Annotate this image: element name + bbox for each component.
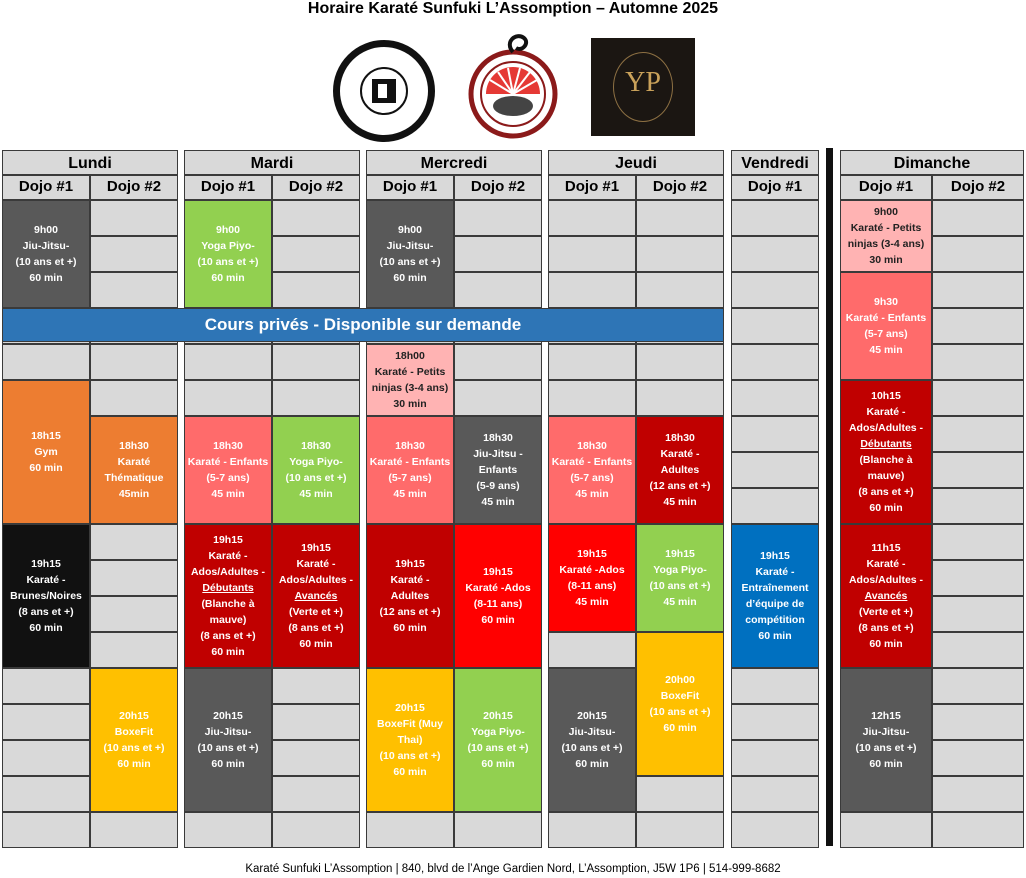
class-block [2, 200, 90, 308]
class-text-bottom: (Blanche à mauve) (8 ans et +) 60 min [858, 454, 914, 514]
empty-slot [2, 740, 90, 776]
empty-slot [636, 272, 724, 308]
class-text: 18h00 Karaté - Petits ninjas (3-4 ans) 30 min [371, 350, 449, 410]
empty-slot [932, 488, 1024, 524]
class-text: 20h15 BoxeFit (10 ans et +) 60 min [103, 710, 165, 770]
empty-slot [731, 668, 819, 704]
empty-slot [731, 776, 819, 812]
empty-slot [731, 236, 819, 272]
sunfuki-kenpo-logo [464, 28, 562, 140]
empty-slot [366, 812, 454, 848]
empty-slot [2, 704, 90, 740]
empty-slot [932, 308, 1024, 344]
class-text-top: 19h15 Karaté - Ados/Adultes - [190, 534, 266, 578]
empty-slot [932, 740, 1024, 776]
class-block [272, 524, 360, 668]
class-text-bottom: (Blanche à mauve) (8 ans et +) 60 min [200, 598, 256, 658]
empty-slot [636, 236, 724, 272]
class-block [454, 416, 542, 524]
class-block [366, 668, 454, 812]
empty-slot [731, 308, 819, 344]
class-block [840, 524, 932, 668]
empty-slot [548, 380, 636, 416]
class-block [184, 416, 272, 524]
class-block [184, 200, 272, 308]
empty-slot [90, 272, 178, 308]
class-text [191, 532, 265, 660]
dojo2-header: Dojo #2 [636, 175, 724, 200]
empty-slot [548, 236, 636, 272]
empty-slot [731, 704, 819, 740]
empty-slot [636, 776, 724, 812]
class-text: 20h15 Yoga Piyo- (10 ans et +) 60 min [467, 710, 529, 770]
empty-slot [731, 416, 819, 452]
class-block [840, 380, 932, 524]
class-text: 9h00 Yoga Piyo- (10 ans et +) 60 min [197, 224, 259, 284]
class-text: 20h15 BoxeFit (Muy Thai) (10 ans et +) 60 min [377, 702, 443, 778]
dojo1-header: Dojo #1 [366, 175, 454, 200]
empty-slot [731, 452, 819, 488]
class-text [279, 540, 353, 652]
empty-slot [90, 812, 178, 848]
empty-slot [548, 272, 636, 308]
class-block [636, 632, 724, 776]
class-block [840, 272, 932, 380]
empty-slot [932, 524, 1024, 560]
caio-terra-logo-mark [372, 79, 396, 103]
class-text: 20h15 Jiu-Jitsu- (10 ans et +) 60 min [197, 710, 259, 770]
class-block [90, 668, 178, 812]
empty-slot [731, 488, 819, 524]
empty-slot [932, 560, 1024, 596]
class-block [454, 524, 542, 668]
empty-slot [2, 668, 90, 704]
empty-slot [272, 272, 360, 308]
class-text: 18h30 Karaté - Enfants (5-7 ans) 45 min [551, 440, 633, 500]
class-text: 18h30 Jiu-Jitsu - Enfants (5-9 ans) 45 min [473, 432, 523, 508]
empty-slot [636, 200, 724, 236]
dojo1-header: Dojo #1 [840, 175, 932, 200]
empty-slot [731, 380, 819, 416]
empty-slot [90, 344, 178, 380]
empty-slot [272, 344, 360, 380]
class-block [366, 200, 454, 308]
class-text: 19h15 Karaté - Adultes (12 ans et +) 60 min [379, 558, 441, 634]
class-text-top: 10h15 Karaté - Ados/Adultes - [848, 390, 924, 434]
empty-slot [272, 200, 360, 236]
empty-slot [2, 344, 90, 380]
empty-slot [90, 380, 178, 416]
class-block [90, 416, 178, 524]
class-block [840, 200, 932, 272]
empty-slot [932, 236, 1024, 272]
empty-slot [932, 632, 1024, 668]
class-text-bottom: (Verte et +) (8 ans et +) 60 min [288, 606, 344, 650]
class-text: 9h00 Jiu-Jitsu- (10 ans et +) 60 min [15, 224, 77, 284]
empty-slot [454, 200, 542, 236]
class-level: Avancés [864, 590, 908, 602]
empty-slot [932, 380, 1024, 416]
class-text: 20h15 Jiu-Jitsu- (10 ans et +) 60 min [561, 710, 623, 770]
empty-slot [932, 776, 1024, 812]
class-text: 19h15 Karaté - Brunes/Noires (8 ans et +) 60 min [10, 558, 82, 634]
dojo2-header: Dojo #2 [454, 175, 542, 200]
empty-slot [548, 632, 636, 668]
empty-slot [548, 200, 636, 236]
empty-slot [272, 236, 360, 272]
class-block [366, 344, 454, 416]
class-text: 18h15 Gym 60 min [29, 430, 63, 474]
week-separator [826, 148, 833, 846]
yoga-piyo-logo [591, 38, 695, 136]
empty-slot [454, 272, 542, 308]
empty-slot [731, 740, 819, 776]
empty-slot [932, 812, 1024, 848]
empty-slot [184, 344, 272, 380]
empty-slot [454, 236, 542, 272]
dojo1-header: Dojo #1 [184, 175, 272, 200]
empty-slot [932, 416, 1024, 452]
empty-slot [731, 272, 819, 308]
empty-slot [454, 812, 542, 848]
class-text: 18h30 Yoga Piyo- (10 ans et +) 45 min [285, 440, 347, 500]
empty-slot [272, 812, 360, 848]
empty-slot [636, 344, 724, 380]
class-block [184, 524, 272, 668]
empty-slot [454, 380, 542, 416]
empty-slot [932, 200, 1024, 236]
class-block [731, 524, 819, 668]
class-block [840, 668, 932, 812]
empty-slot [184, 812, 272, 848]
empty-slot [548, 812, 636, 848]
empty-slot [636, 812, 724, 848]
empty-slot [731, 812, 819, 848]
empty-slot [932, 668, 1024, 704]
empty-slot [932, 344, 1024, 380]
empty-slot [2, 812, 90, 848]
day-header-vendredi: Vendredi [731, 150, 819, 175]
empty-slot [932, 704, 1024, 740]
class-text: 12h15 Jiu-Jitsu- (10 ans et +) 60 min [855, 710, 917, 770]
class-text: 18h30 Karaté - Adultes (12 ans et +) 45 min [649, 432, 711, 508]
dojo2-header: Dojo #2 [932, 175, 1024, 200]
class-level: Avancés [294, 590, 338, 602]
dojo2-header: Dojo #2 [272, 175, 360, 200]
class-block [548, 668, 636, 812]
class-block [184, 668, 272, 812]
day-header-jeudi: Jeudi [548, 150, 724, 175]
class-text: 19h15 Yoga Piyo- (10 ans et +) 45 min [649, 548, 711, 608]
dojo2-header: Dojo #2 [90, 175, 178, 200]
class-text-top: 11h15 Karaté - Ados/Adultes - [848, 542, 924, 586]
dojo1-header: Dojo #1 [731, 175, 819, 200]
empty-slot [731, 200, 819, 236]
empty-slot [184, 380, 272, 416]
class-text [849, 388, 923, 516]
empty-slot [272, 380, 360, 416]
class-block [548, 524, 636, 632]
dojo1-header: Dojo #1 [548, 175, 636, 200]
empty-slot [731, 344, 819, 380]
empty-slot [90, 200, 178, 236]
empty-slot [90, 524, 178, 560]
class-block [2, 380, 90, 524]
class-text: 9h00 Jiu-Jitsu- (10 ans et +) 60 min [379, 224, 441, 284]
private-lessons-banner: Cours privés - Disponible sur demande [2, 308, 724, 342]
class-text: 19h15 Karaté - Entraînement d’équipe de compétition 60 min [741, 550, 809, 642]
empty-slot [636, 380, 724, 416]
day-header-dimanche: Dimanche [840, 150, 1024, 175]
empty-slot [454, 344, 542, 380]
class-block [454, 668, 542, 812]
class-block [548, 416, 636, 524]
class-block [636, 416, 724, 524]
class-block [366, 416, 454, 524]
empty-slot [90, 236, 178, 272]
empty-slot [272, 668, 360, 704]
empty-slot [90, 596, 178, 632]
class-text-bottom: (Verte et +) (8 ans et +) 60 min [858, 606, 914, 650]
caio-terra-logo [333, 40, 435, 142]
class-block [636, 524, 724, 632]
class-text [849, 540, 923, 652]
class-block [2, 524, 90, 668]
class-text: 19h15 Karaté -Ados (8-11 ans) 60 min [465, 566, 531, 626]
class-level: Débutants [202, 582, 254, 594]
class-text: 18h30 Karaté - Enfants (5-7 ans) 45 min [187, 440, 269, 500]
class-block [366, 524, 454, 668]
day-header-lundi: Lundi [2, 150, 178, 175]
empty-slot [272, 704, 360, 740]
class-text: 19h15 Karaté -Ados (8-11 ans) 45 min [559, 548, 625, 608]
class-text: 20h00 BoxeFit (10 ans et +) 60 min [649, 674, 711, 734]
yoga-piyo-logo-mark: YP [625, 67, 661, 98]
empty-slot [840, 812, 932, 848]
empty-slot [272, 740, 360, 776]
empty-slot [90, 560, 178, 596]
day-header-mercredi: Mercredi [366, 150, 542, 175]
class-text: 9h00 Karaté - Petits ninjas (3-4 ans) 30 min [847, 206, 925, 266]
class-text: 18h30 Karaté Thématique 45min [104, 440, 164, 500]
schedule-grid [0, 148, 1026, 848]
class-level: Débutants [860, 438, 912, 450]
empty-slot [932, 272, 1024, 308]
footer-address: Karaté Sunfuki L’Assomption | 840, blvd de l’Ange Gardien Nord, L’Assomption, J5W 1P6 | 514-999-8682 [245, 863, 781, 875]
class-block [272, 416, 360, 524]
empty-slot [90, 632, 178, 668]
day-header-mardi: Mardi [184, 150, 360, 175]
page-title: Horaire Karaté Sunfuki L’Assomption – Automne 2025 [307, 0, 719, 17]
class-text-top: 19h15 Karaté - Ados/Adultes - [278, 542, 354, 586]
empty-slot [2, 776, 90, 812]
empty-slot [932, 452, 1024, 488]
dojo1-header: Dojo #1 [2, 175, 90, 200]
class-text: 18h30 Karaté - Enfants (5-7 ans) 45 min [369, 440, 451, 500]
empty-slot [932, 596, 1024, 632]
class-text: 9h30 Karaté - Enfants (5-7 ans) 45 min [845, 296, 927, 356]
empty-slot [272, 776, 360, 812]
empty-slot [548, 344, 636, 380]
